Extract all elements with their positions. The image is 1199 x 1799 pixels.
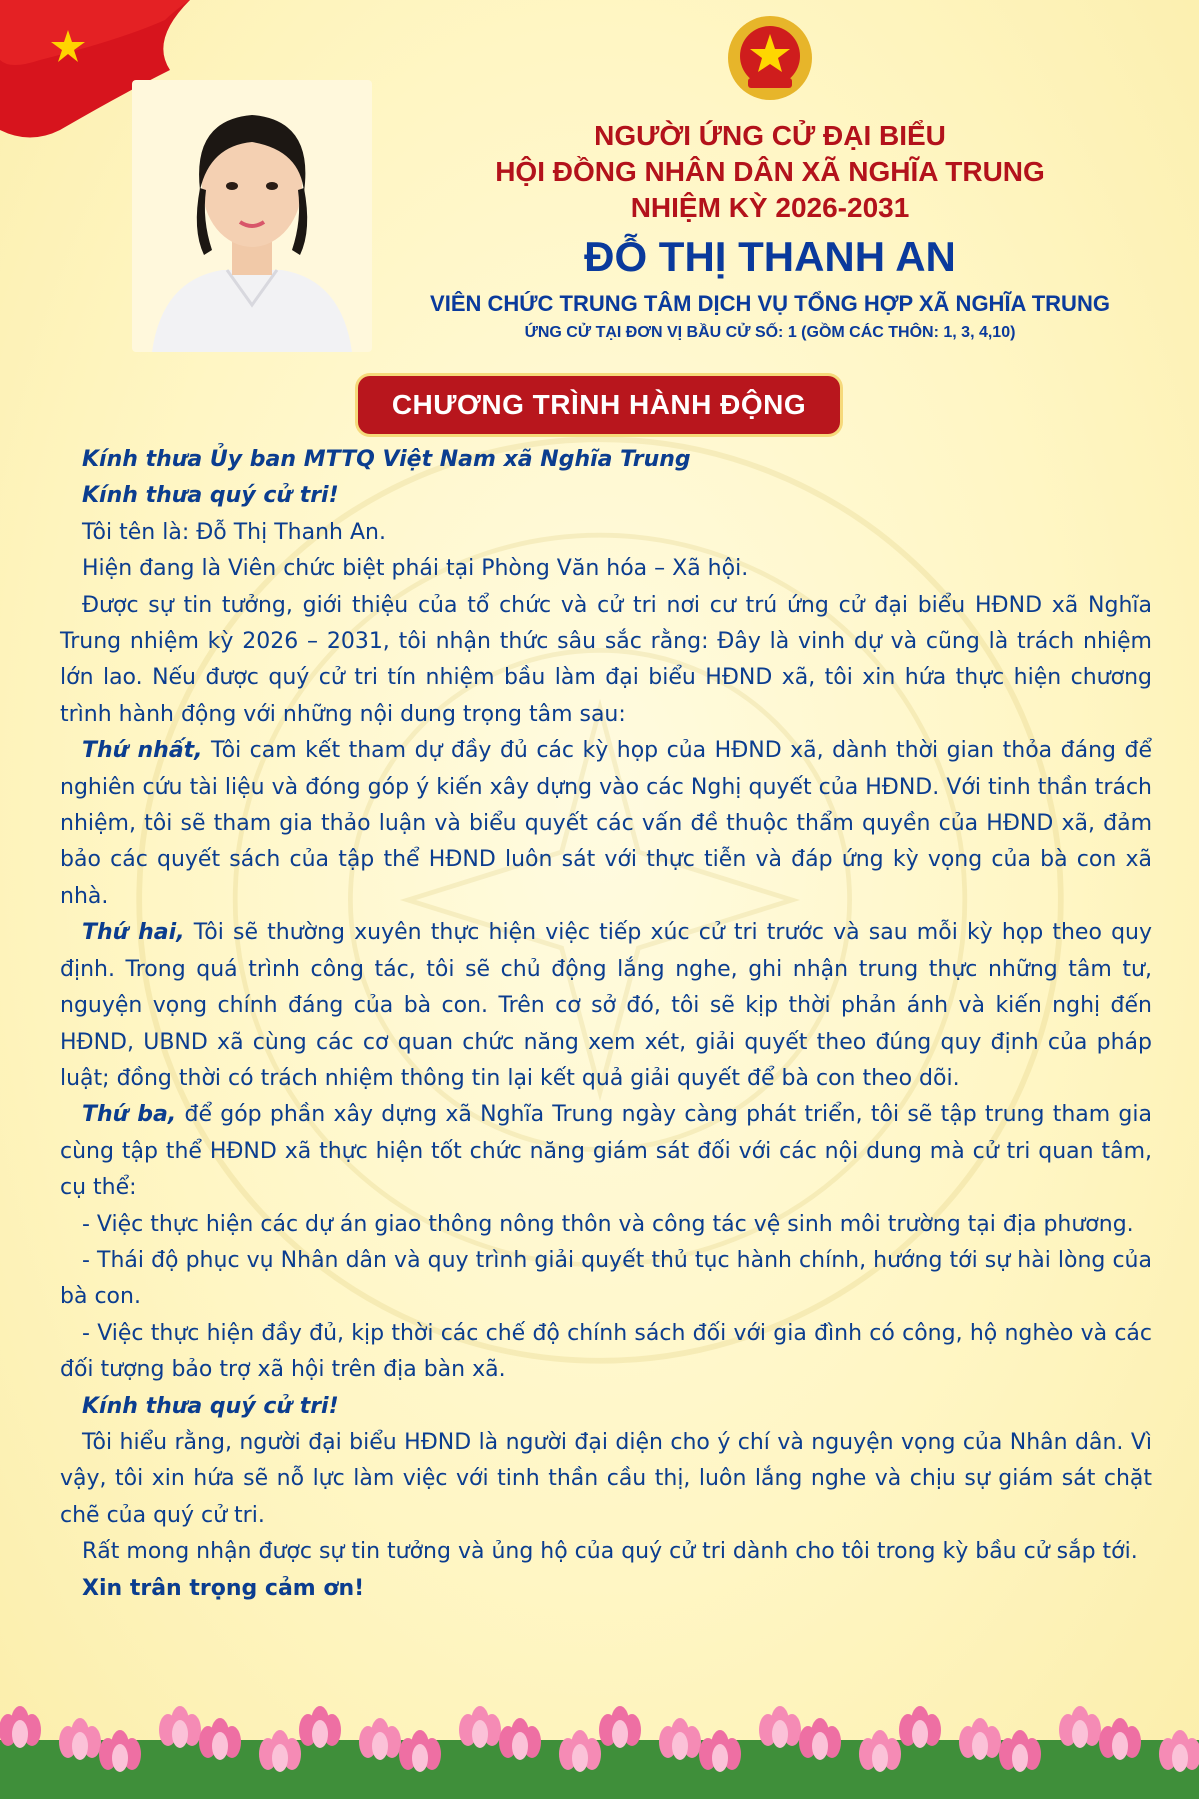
lotus-flower — [1059, 1706, 1101, 1748]
lotus-flower — [59, 1718, 101, 1760]
lotus-flower — [0, 1706, 41, 1748]
header-line-3: NHIỆM KỲ 2026-2031 — [630, 192, 910, 223]
closing-request: Rất mong nhận được sự tin tưởng và ủng hộ của quý cử tri dành cho tôi trong kỳ bầu cử sắp tới. — [82, 1539, 1138, 1565]
intro-name: Tôi tên là: Đỗ Thị Thanh An. — [82, 519, 386, 545]
election-unit: ỨNG CỬ TẠI ĐƠN VỊ BẦU CỬ SỐ: 1 (GỒM CÁC THÔN: 1, 3, 4,10) — [524, 324, 1016, 341]
greeting-voters-closing: Kính thưa quý cử tri! — [82, 1393, 339, 1419]
candidate-role: VIÊN CHỨC TRUNG TÂM DỊCH VỤ TỔNG HỢP XÃ NGHĨA TRUNG — [430, 291, 1110, 316]
greeting-voters: Kính thưa quý cử tri! — [82, 483, 339, 509]
intro-paragraph: Được sự tin tưởng, giới thiệu của tổ chức và cử tri nơi cư trú ứng cử đại biểu HĐND xã Nghĩa Trung nhiệm kỳ 2026 – 2031, tôi nhận thức sâu sắc rằng: Đây là vinh dự và cũng là trách nhiệm lớn lao. Nếu được quý cử tri tín nhiệm bầu làm đại biểu HĐND xã, tôi xin hứa thực hiện chương trình hành động với những nội dung trọng tâm sau: — [60, 592, 1152, 727]
lotus-flower — [259, 1730, 301, 1772]
closing-paragraph: Tôi hiểu rằng, người đại biểu HĐND là người đại diện cho ý chí và nguyện vọng của Nhân dân. Vì vậy, tôi xin hứa sẽ nỗ lực làm việc với tinh thần cầu thị, luôn lắng nghe và chịu sự giám sát chặt chẽ của quý cử tri. — [60, 1429, 1152, 1528]
header-line-1: NGƯỜI ỨNG CỬ ĐẠI BIỂU — [594, 120, 946, 151]
lotus-flower — [799, 1718, 841, 1760]
lotus-flower — [659, 1718, 701, 1760]
lotus-flower — [459, 1706, 501, 1748]
lotus-flower — [959, 1718, 1001, 1760]
bullet-item: - Việc thực hiện các dự án giao thông nông thôn và công tác vệ sinh môi trường tại địa phương. — [82, 1211, 1134, 1237]
lotus-flower — [159, 1706, 201, 1748]
lotus-flower — [359, 1718, 401, 1760]
commitment-2-text: Tôi sẽ thường xuyên thực hiện việc tiếp xúc cử tri trước và sau mỗi kỳ họp theo quy định. Trong quá trình công tác, tôi sẽ chủ động lắng nghe, ghi nhận trung thực những tâm tư, nguyện vọng chính đáng của bà con. Trên cơ sở đó, tôi sẽ kịp thời phản ánh và kiến nghị đến HĐND, UBND xã cùng các cơ quan chức năng xem xét, giải quyết theo đúng quy định của pháp luật; đồng thời có trách nhiệm thông tin lại kết quả giải quyết để bà con theo dõi. — [60, 920, 1153, 1091]
commitment-2 — [60, 915, 1152, 1097]
lotus-flower — [699, 1730, 741, 1772]
commitment-1-lead: Thứ nhất, — [82, 738, 203, 764]
header — [360, 118, 1180, 344]
lotus-flower — [859, 1730, 901, 1772]
national-emblem-icon — [726, 14, 814, 102]
lotus-flower — [1099, 1718, 1141, 1760]
thanks-line: Xin trân trọng cảm ơn! — [82, 1575, 365, 1601]
intro-position: Hiện đang là Viên chức biệt phái tại Phòng Văn hóa – Xã hội. — [82, 556, 749, 582]
lotus-flower — [399, 1730, 441, 1772]
lotus-flower — [99, 1730, 141, 1772]
commitment-3-text: để góp phần xây dựng xã Nghĩa Trung ngày càng phát triển, tôi sẽ tập trung tham gia cùng tập thể HĐND xã thực hiện tốt chức năng giám sát đối với các nội dung mà cử tri quan tâm, cụ thể: — [60, 1102, 1152, 1201]
lotus-flower — [599, 1706, 641, 1748]
lotus-flower — [1159, 1730, 1199, 1772]
header-line-2: HỘI ĐỒNG NHÂN DÂN XÃ NGHĨA TRUNG — [495, 156, 1045, 187]
commitment-1-text: Tôi cam kết tham dự đầy đủ các kỳ họp của HĐND xã, dành thời gian thỏa đáng để nghiên cứu tài liệu và đóng góp ý kiến xây dựng vào các Nghị quyết của HĐND. Với tinh thần trách nhiệm, tôi sẽ tham gia thảo luận và biểu quyết các vấn đề thuộc thẩm quyền của HĐND xã, đảm bảo các quyết sách của tập thể HĐND luôn sát với thực tiễn và đáp ứng kỳ vọng của bà con xã nhà. — [60, 738, 1152, 909]
commitment-3 — [60, 1097, 1152, 1206]
section-banner — [358, 376, 840, 434]
bullet-item: - Thái độ phục vụ Nhân dân và quy trình giải quyết thủ tục hành chính, hướng tới sự hài lòng của bà con. — [60, 1247, 1152, 1310]
action-program-text — [60, 442, 1152, 1607]
candidate-name: ĐỖ THỊ THANH AN — [584, 233, 956, 280]
section-banner-title: CHƯƠNG TRÌNH HÀNH ĐỘNG — [391, 389, 807, 420]
lotus-flower — [759, 1706, 801, 1748]
commitment-2-lead: Thứ hai, — [82, 920, 185, 946]
lotus-flower — [499, 1718, 541, 1760]
bullet-item: - Việc thực hiện đầy đủ, kịp thời các chế độ chính sách đối với gia đình có công, hộ nghèo và các đối tượng bảo trợ xã hội trên địa bàn xã. — [60, 1320, 1152, 1383]
lotus-flower — [999, 1730, 1041, 1772]
lotus-flower-border — [0, 1700, 1199, 1799]
greeting-committee: Kính thưa Ủy ban MTTQ Việt Nam xã Nghĩa Trung — [82, 447, 691, 472]
lotus-flower — [299, 1706, 341, 1748]
lotus-flower — [199, 1718, 241, 1760]
commitment-1 — [60, 733, 1152, 915]
lotus-flower — [899, 1706, 941, 1748]
commitment-3-lead: Thứ ba, — [82, 1102, 177, 1128]
lotus-flower — [559, 1730, 601, 1772]
candidate-photo — [132, 80, 372, 352]
